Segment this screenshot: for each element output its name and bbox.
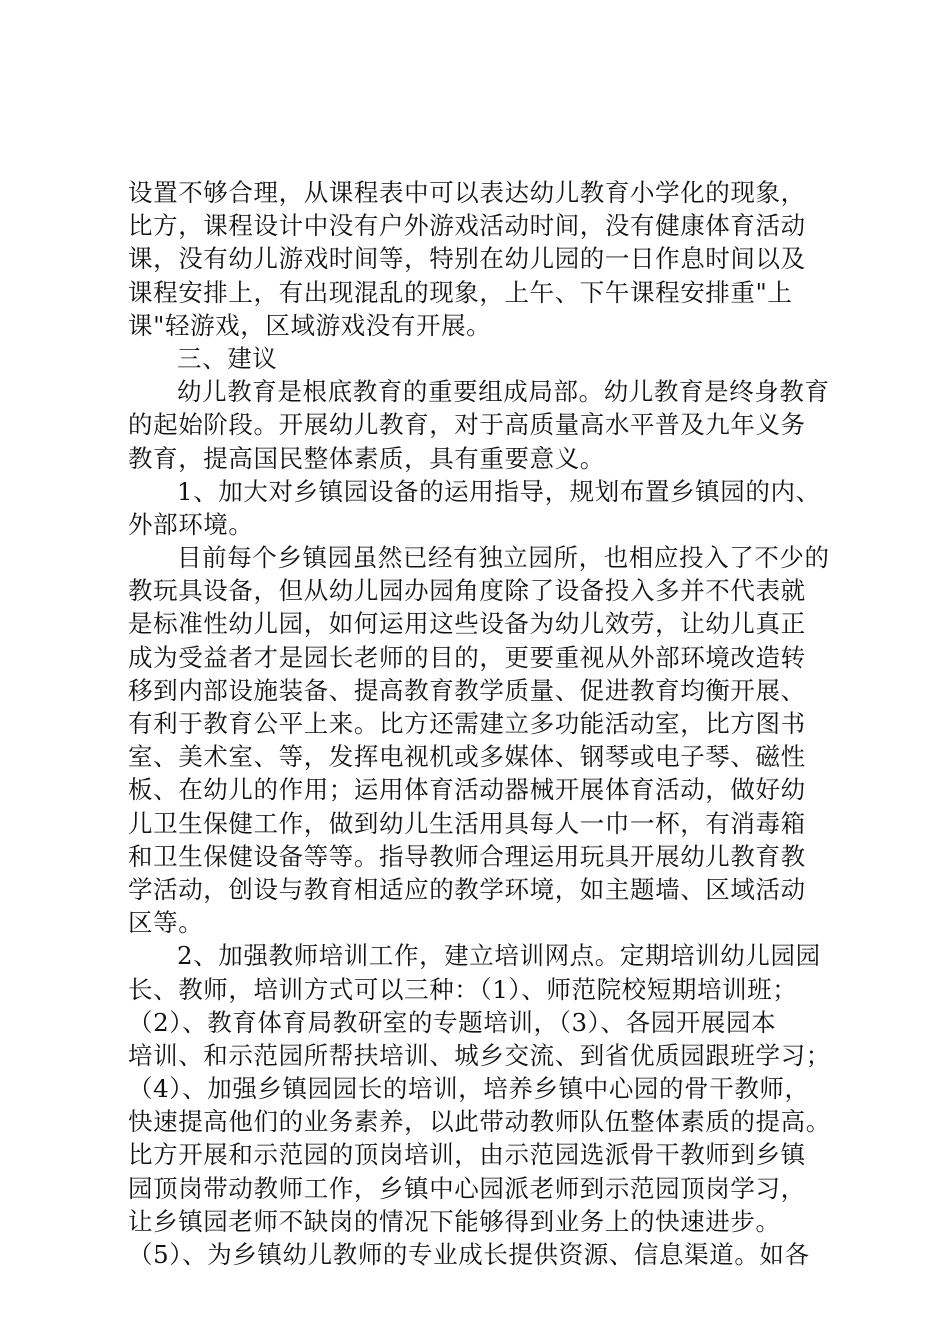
- text-line: 让乡镇园老师不缺岗的情况下能够得到业务上的快速进步。: [128, 1206, 781, 1236]
- text-line: 教玩具设备，但从幼儿园办园角度除了设备投入多并不代表就: [128, 576, 806, 606]
- text-line: 1、加大对乡镇园设备的运用指导，规划布置乡镇园的内、: [177, 476, 821, 506]
- text-line: （4）、加强乡镇园园长的培训，培养乡镇中心园的骨干教师，: [128, 1074, 810, 1104]
- text-line: 培训、和示范园所帮扶培训、城乡交流、到省优质园跟班学习；: [128, 1040, 831, 1070]
- text-line: 设置不够合理，从课程表中可以表达幼儿教育小学化的现象，: [128, 178, 806, 207]
- text-line: 快速提高他们的业务素养，以此带动教师队伍整体素质的提高。: [128, 1107, 831, 1137]
- text-line: 课，没有幼儿游戏时间等，特别在幼儿园的一日作息时间以及: [128, 244, 806, 274]
- text-line: 室、美术室、等，发挥电视机或多媒体、钢琴或电子琴、磁性: [128, 742, 806, 772]
- text-line: 三、建议: [177, 343, 278, 373]
- text-line: 园顶岗带动教师工作，乡镇中心园派老师到示范园顶岗学习，: [128, 1173, 806, 1203]
- text-line: 儿卫生保健工作，做到幼儿生活用具每人一巾一杯，有消毒箱: [128, 808, 806, 838]
- text-line: （5）、为乡镇幼儿教师的专业成长提供资源、信息渠道。如各: [128, 1240, 810, 1269]
- text-line: （2）、教育体育局教研室的专题培训，（3）、各园开展园本: [128, 1007, 777, 1037]
- text-line: 区等。: [128, 908, 204, 938]
- body-text: [128, 176, 858, 1271]
- text-line: 学活动，创设与教育相适应的教学环境，如主题墙、区域活动: [128, 874, 806, 904]
- text-line: 移到内部设施装备、提高教育教学质量、促进教育均衡开展、: [128, 675, 806, 705]
- text-line: 是标准性幼儿园，如何运用这些设备为幼儿效劳，让幼儿真正: [128, 609, 806, 639]
- text-line: 和卫生保健设备等等。指导教师合理运用玩具开展幼儿教育教: [128, 841, 806, 871]
- text-line: 比方开展和示范园的顶岗培训，由示范园选派骨干教师到乡镇: [128, 1140, 806, 1170]
- text-line: 教育，提高国民整体素质，具有重要意义。: [128, 443, 605, 473]
- text-line: 的起始阶段。开展幼儿教育，对于高质量高水平普及九年义务: [128, 410, 806, 440]
- text-line: 板、在幼儿的作用；运用体育活动器械开展体育活动，做好幼: [128, 775, 806, 805]
- text-line: 目前每个乡镇园虽然已经有独立园所，也相应投入了不少的: [177, 543, 830, 573]
- text-line: 2、加强教师培训工作，建立培训网点。定期培训幼儿园园: [177, 941, 821, 971]
- text-line: 长、教师，培训方式可以三种：（1）、师范院校短期培训班；: [128, 974, 798, 1004]
- text-line: 有利于教育公平上来。比方还需建立多功能活动室，比方图书: [128, 709, 806, 738]
- text-line: 课程安排上，有出现混乱的现象，上午、下午课程安排重"上: [128, 277, 793, 307]
- text-line: 比方，课程设计中没有户外游戏活动时间，没有健康体育活动: [128, 211, 806, 241]
- text-line: 外部环境。: [128, 509, 254, 539]
- text-line: 成为受益者才是园长老师的目的，更要重视从外部环境改造转: [128, 642, 806, 672]
- text-line: 幼儿教育是根底教育的重要组成局部。幼儿教育是终身教育: [177, 377, 830, 407]
- text-line: 课"轻游戏，区域游戏没有开展。: [128, 310, 492, 340]
